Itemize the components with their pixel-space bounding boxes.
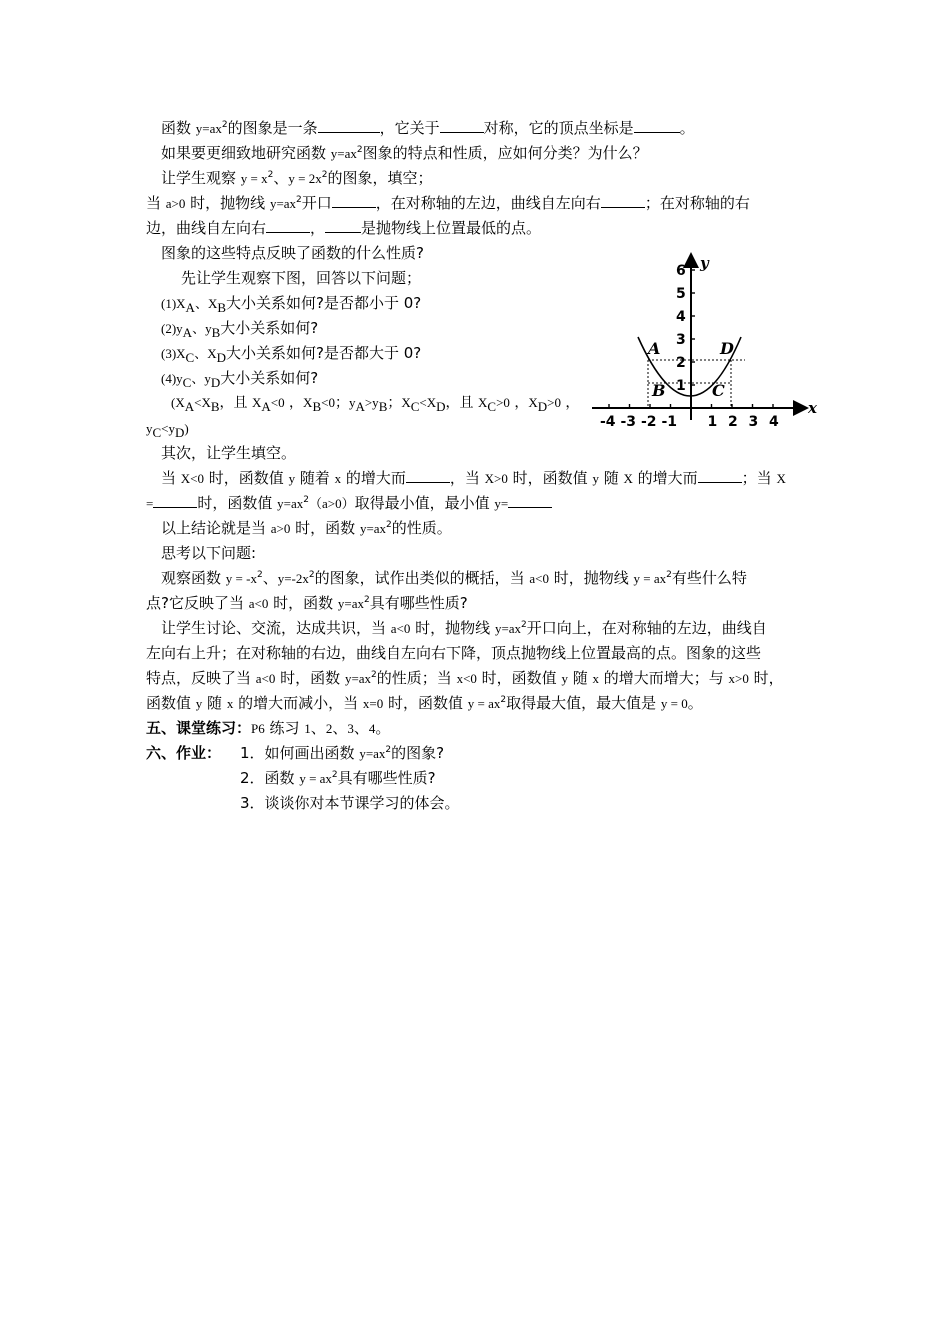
- question-1: $(1)X_A$、$X_B$大小关系如何?是否都小于 0?: [161, 294, 422, 315]
- x-tick-label: -2: [641, 414, 657, 430]
- blank[interactable]: [440, 118, 484, 133]
- blank[interactable]: [332, 193, 376, 208]
- x-tick-label: -1: [661, 414, 678, 430]
- blank[interactable]: [325, 218, 361, 233]
- y-tick-label: 5: [676, 286, 686, 302]
- question-3: $(3)X_C$、$X_D$大小关系如何?是否都大于 0?: [161, 344, 422, 365]
- question-4: $(4)y_C$、$y_D$大小关系如何?: [161, 369, 319, 390]
- section-6-homework: 六、作业：: [146, 744, 222, 762]
- line-13: 观察函数 $y = -x^2$、$y=-2x^2$的图象，试作出类似的概括，当 a<0 时，抛物线 $y = ax^2$有些什么特: [161, 569, 747, 587]
- x-tick-label: 2: [728, 414, 738, 430]
- line-15: 让学生讨论、交流，达成共识，当 a<0 时，抛物线 $y=ax^2$开口向上，在对称轴的左边，曲线自: [161, 619, 767, 637]
- blank[interactable]: [266, 218, 310, 233]
- x-tick-label: 4: [769, 414, 779, 430]
- blank[interactable]: [601, 193, 645, 208]
- blank[interactable]: [318, 118, 380, 133]
- y-tick-label: 3: [676, 332, 686, 348]
- line-2: 如果要更细致地研究函数 $y=ax^2$图象的特点和性质，应如何分类？为什么？: [161, 144, 648, 162]
- blank[interactable]: [406, 468, 450, 483]
- homework-item-2: 2．函数 $y = ax^2$具有哪些性质?: [240, 769, 436, 787]
- parabola-graph: [590, 250, 820, 430]
- line-16: 左向右上升；在对称轴的右边，曲线自左向右下降，顶点抛物线上位置最高的点。图象的这些: [146, 644, 762, 662]
- y-tick-label: 4: [676, 309, 686, 325]
- point-label-b: B: [652, 381, 666, 400]
- line-6: 图象的这些特点反映了函数的什么性质?: [161, 244, 424, 262]
- x-axis-label: x: [808, 399, 817, 417]
- answer-hint-2: $y_C<y_D$): [146, 421, 189, 440]
- line-17: 特点，反映了当 a<0 时，函数 $y=ax^2$的性质；当 x<0 时，函数值 y 随 x 的增大而增大；与 x>0 时，: [146, 669, 784, 687]
- line-4: 当 a>0 时，抛物线 $y=ax^2$开口 ，在对称轴的左边，曲线自左向右 ；在对称轴的右: [146, 194, 750, 212]
- blank[interactable]: [508, 493, 552, 508]
- homework-item-3: 3．谈谈你对本节课学习的体会。: [240, 794, 460, 812]
- y-tick-label: 2: [676, 355, 686, 371]
- line-3: 让学生观察 $y = x^2$、$y = 2x^2$的图象，填空；: [161, 169, 433, 187]
- blank[interactable]: [153, 493, 197, 508]
- y-ticks: [676, 263, 695, 394]
- point-label-d: D: [720, 339, 734, 358]
- blank[interactable]: [698, 468, 742, 483]
- line-9: 当 X<0 时，函数值 y 随着 x 的增大而 ，当 X>0 时，函数值 y 随 X 的增大而 ；当 X: [161, 469, 786, 487]
- line-10: = 时，函数值 $y=ax^2(a>0)$取得最小值，最小值 y=: [146, 493, 552, 514]
- y-tick-label: 1: [676, 378, 686, 394]
- x-tick-label: -4: [600, 414, 616, 430]
- x-tick-label: 1: [707, 414, 718, 430]
- line-12: 思考以下问题:: [161, 544, 257, 562]
- x-tick-label: -3: [620, 414, 637, 430]
- line-8: 其次，让学生填空。: [161, 444, 297, 462]
- point-label-c: C: [712, 381, 725, 400]
- answer-hint-1: ($X_A<X_B$，且 $X_A<0$ ，$X_B<0$；$y_A>y_B$；$X_C<X_D$，且 $X_C>0$ ，$X_D>0$ ，: [171, 395, 580, 414]
- line-5: 边，曲线自左向右 ， 是抛物线上位置最低的点。: [146, 219, 542, 237]
- y-tick-label: 6: [676, 263, 686, 279]
- line-7: 先让学生观察下图，回答以下问题；: [181, 269, 422, 287]
- y-axis-label: y: [700, 254, 709, 272]
- line-18: 函数值 y 随 x 的增大而减小，当 x=0 时，函数值 $y = ax^2$取得最大值，最大值是 y = 0。: [146, 694, 703, 712]
- line-11: 以上结论就是当 a>0 时，函数 $y=ax^2$的性质。: [161, 519, 452, 537]
- section-5-classroom-practice: 五、课堂练习：P6 练习 1、2、3、4。: [146, 719, 391, 737]
- x-tick-label: 3: [748, 414, 759, 430]
- line-14: 点?它反映了当 a<0 时，函数 $y=ax^2$具有哪些性质?: [146, 594, 468, 612]
- line-1: 函数 $y=ax^2$的图象是一条 ，它关于 对称，它的顶点坐标是 。: [161, 119, 695, 137]
- homework-item-1: 1．如何画出函数 $y=ax^2$的图象?: [240, 744, 445, 762]
- question-2: $(2)y_A$、$y_B$大小关系如何?: [161, 319, 319, 340]
- point-label-a: A: [648, 339, 661, 358]
- blank[interactable]: [634, 118, 680, 133]
